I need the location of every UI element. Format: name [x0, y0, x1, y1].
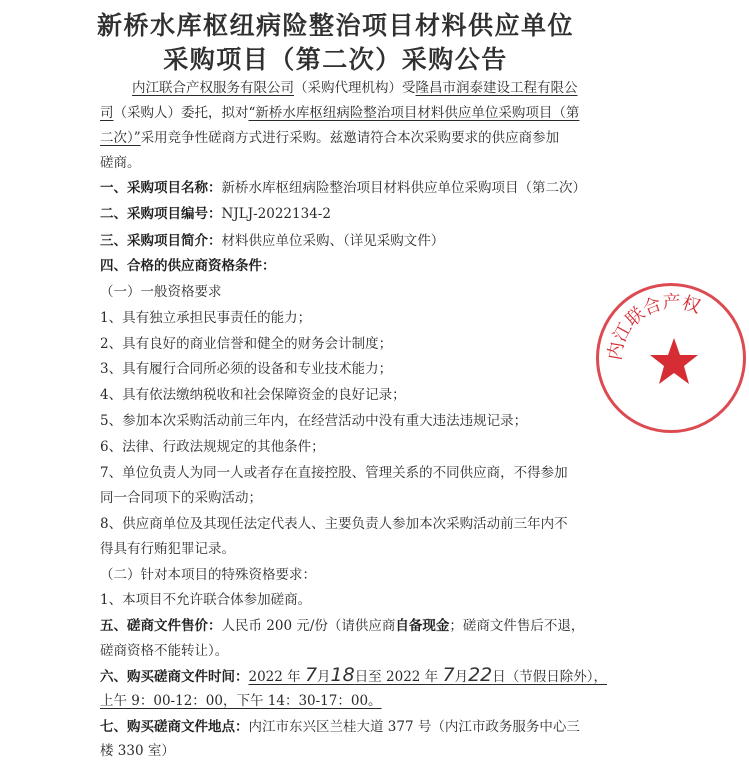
- project-quote: “新桥水库枢纽病险整治项目材料供应单位采购项目（第: [248, 105, 580, 121]
- section-5: 五、磋商文件售价：人民币 200 元/份（请供应商自备现金；磋商文件售后不退，: [100, 618, 585, 634]
- seal-text: 内江联合产权: [604, 291, 703, 362]
- handwritten-day-2: 22: [468, 664, 493, 686]
- handwritten-month-2: 7: [442, 664, 455, 686]
- intro-line3: 二次）”采用竞争性磋商方式进行采购。兹邀请符合本次采购要求的供应商参加: [100, 130, 560, 146]
- general-req-3: 3、具有履行合同所必须的设备和专业技术能力；: [100, 361, 393, 377]
- section-5-cont: 磋商资格不能转让）。: [100, 643, 229, 659]
- section-7-cont: 楼 330 室）: [100, 743, 175, 759]
- general-req-6: 6、法律、行政法规规定的其他条件；: [100, 439, 325, 455]
- general-req-7a: 7、单位负责人为同一人或者存在直接控股、管理关系的不同供应商，不得参加: [100, 465, 568, 481]
- handwritten-day-1: 18: [330, 664, 355, 686]
- purchase-period: 2022 年 7月18日至 2022 年 7月22日（节假日除外），: [248, 664, 608, 686]
- intro-line4: 磋商。: [100, 155, 141, 171]
- section-6-hours: 上午 9：00-12：00，下午 14：30-17：00。: [100, 693, 382, 709]
- special-requirements-heading: （二）针对本项目的特殊资格要求：: [100, 567, 316, 583]
- section-7: 七、购买磋商文件地点：内江市东兴区兰桂大道 377 号（内江市政务服务中心三: [100, 719, 580, 735]
- general-req-1: 1、具有独立承担民事责任的能力；: [100, 310, 312, 326]
- section-4-heading: 四、合格的供应商资格条件：: [100, 258, 276, 274]
- general-requirements-heading: （一）一般资格要求: [100, 284, 222, 300]
- section-2: 二、采购项目编号：NJLJ-2022134-2: [100, 206, 331, 222]
- handwritten-month-1: 7: [304, 664, 318, 686]
- general-req-8b: 得具有行贿犯罪记录。: [100, 541, 235, 557]
- general-req-7b: 同一合同项下的采购活动；: [100, 490, 262, 506]
- intro-line1: 内江联合产权服务有限公司（采购代理机构）受隆昌市润泰建设工程有限公: [132, 80, 578, 96]
- special-req-1: 1、本项目不允许联合体参加磋商。: [100, 592, 312, 608]
- company-seal: [596, 283, 746, 433]
- general-req-5: 5、参加本次采购活动前三年内，在经营活动中没有重大违法违规记录；: [100, 413, 528, 429]
- intro-line2: 司（采购人）委托，拟对“新桥水库枢纽病险整治项目材料供应单位采购项目（第: [100, 105, 580, 121]
- general-req-4: 4、具有依法缴纳税收和社会保障资金的良好记录；: [100, 387, 406, 403]
- announcement-title-line1: 新桥水库枢纽病险整治项目材料供应单位: [96, 11, 574, 40]
- general-req-2: 2、具有良好的商业信誉和健全的财务会计制度；: [100, 336, 393, 352]
- announcement-title-line2: 采购项目（第二次）采购公告: [163, 45, 508, 74]
- general-req-8a: 8、供应商单位及其现任法定代表人、主要负责人参加本次采购活动前三年内不: [100, 516, 568, 532]
- buyer-org: 隆昌市润泰建设工程有限公: [415, 80, 578, 96]
- agent-org: 内江联合产权服务有限公司: [132, 80, 294, 96]
- section-1: 一、采购项目名称：新桥水库枢纽病险整治项目材料供应单位采购项目（第二次）: [100, 180, 586, 196]
- section-3: 三、采购项目简介：材料供应单位采购、（详见采购文件）: [100, 233, 445, 249]
- section-6: 六、购买磋商文件时间：2022 年 7月18日至 2022 年 7月22日（节假日除外），: [100, 664, 608, 686]
- seal-star-icon: [650, 338, 698, 384]
